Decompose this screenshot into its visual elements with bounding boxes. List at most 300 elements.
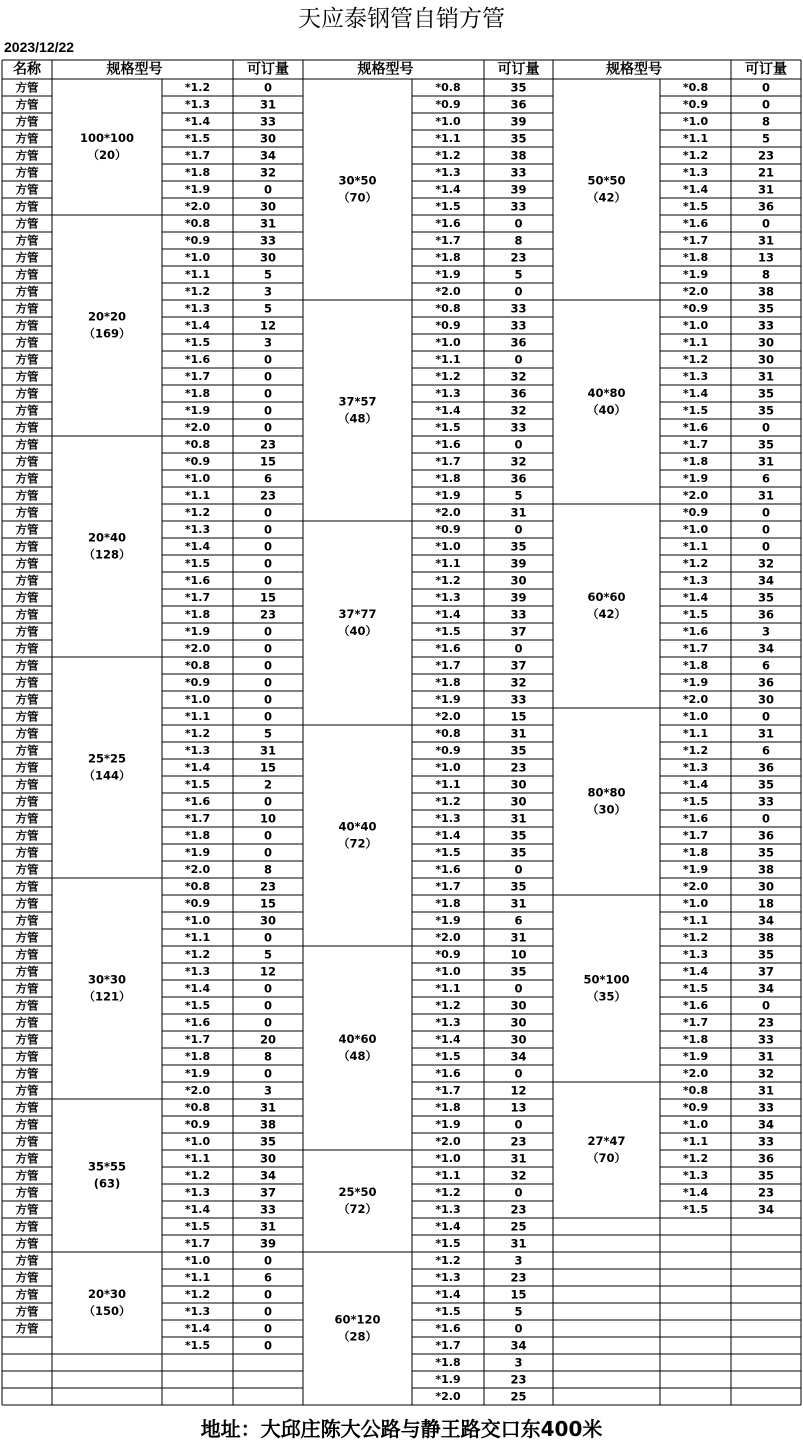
available-qty-cell: 30 — [757, 335, 775, 350]
available-qty-cell: 35 — [757, 845, 775, 860]
wall-thickness-cell: *1.7 — [682, 438, 709, 451]
available-qty-cell: 31 — [510, 726, 527, 741]
wall-thickness-cell: *1.4 — [682, 183, 709, 196]
wall-thickness-cell: *2.0 — [435, 506, 461, 519]
wall-thickness-cell: *1.3 — [184, 98, 211, 111]
wall-thickness-cell: *1.5 — [184, 557, 211, 570]
pipe-size-total: （40） — [586, 403, 627, 417]
available-qty-cell: 36 — [757, 675, 775, 690]
available-qty-cell: 30 — [259, 250, 277, 265]
available-qty-cell: 8 — [263, 1049, 273, 1064]
report-date: 2023/12/22 — [4, 39, 75, 55]
wall-thickness-cell: *2.0 — [682, 489, 709, 502]
wall-thickness-cell: *0.9 — [184, 234, 211, 247]
pipe-size-total: （48） — [337, 1049, 378, 1063]
available-qty-cell: 38 — [757, 930, 775, 945]
product-name-cell: 方管 — [15, 539, 39, 554]
wall-thickness-cell: *2.0 — [682, 1067, 709, 1080]
available-qty-cell: 0 — [263, 1015, 273, 1030]
available-qty-cell: 35 — [757, 947, 775, 962]
available-qty-cell: 33 — [259, 233, 277, 248]
available-qty-cell: 34 — [510, 1049, 527, 1064]
wall-thickness-cell: *1.5 — [682, 200, 709, 213]
available-qty-cell: 38 — [757, 862, 775, 877]
pipe-size-label: 25*25 — [87, 751, 127, 766]
wall-thickness-cell: *1.9 — [682, 676, 709, 689]
wall-thickness-cell: *1.0 — [435, 1152, 461, 1165]
available-qty-cell: 0 — [761, 97, 771, 112]
wall-thickness-cell: *1.0 — [435, 761, 461, 774]
available-qty-cell: 31 — [259, 216, 277, 231]
pipe-size-label: 25*50 — [338, 1185, 377, 1199]
product-name-cell: 方管 — [15, 301, 39, 316]
available-qty-cell: 33 — [510, 301, 527, 316]
available-qty-cell: 31 — [259, 1100, 277, 1115]
wall-thickness-cell: *0.9 — [435, 523, 461, 536]
available-qty-cell: 23 — [510, 1202, 527, 1217]
product-name-cell: 方管 — [15, 930, 39, 945]
header-name: 名称 — [13, 61, 41, 78]
wall-thickness-cell: *1.6 — [184, 795, 211, 808]
available-qty-cell: 31 — [757, 726, 775, 741]
wall-thickness-cell: *2.0 — [682, 880, 709, 893]
pipe-size-label: 100*100 — [79, 131, 135, 145]
available-qty-cell: 10 — [510, 947, 527, 962]
product-name-cell: 方管 — [15, 828, 39, 843]
product-name-cell: 方管 — [15, 267, 39, 282]
available-qty-cell: 12 — [259, 964, 277, 979]
table-cells — [13, 61, 787, 1404]
available-qty-cell: 23 — [259, 879, 277, 894]
pipe-size-label: 40*60 — [338, 1032, 377, 1046]
wall-thickness-cell: *1.8 — [682, 455, 709, 468]
header-spec: 规格型号 — [106, 61, 163, 78]
wall-thickness-cell: *1.6 — [435, 217, 461, 230]
wall-thickness-cell: *1.1 — [435, 132, 461, 145]
wall-thickness-cell: *1.1 — [184, 931, 211, 944]
product-name-cell: 方管 — [15, 896, 39, 911]
wall-thickness-cell: *1.4 — [435, 829, 461, 842]
available-qty-cell: 35 — [510, 879, 527, 894]
wall-thickness-cell: *1.4 — [184, 115, 211, 128]
wall-thickness-cell: *1.5 — [184, 132, 211, 145]
available-qty-cell: 0 — [263, 1304, 273, 1319]
wall-thickness-cell: *1.8 — [184, 387, 211, 400]
product-name-cell: 方管 — [15, 1032, 39, 1047]
product-name-cell: 方管 — [15, 1321, 39, 1336]
wall-thickness-cell: *2.0 — [184, 200, 211, 213]
wall-thickness-cell: *1.5 — [435, 200, 461, 213]
available-qty-cell: 31 — [259, 97, 277, 112]
page-title: 天应泰钢管自销方管 — [298, 6, 505, 32]
wall-thickness-cell: *1.7 — [435, 234, 461, 247]
wall-thickness-cell: *1.0 — [682, 897, 709, 910]
wall-thickness-cell: *1.4 — [184, 982, 211, 995]
available-qty-cell: 0 — [761, 998, 771, 1013]
available-qty-cell: 30 — [757, 692, 775, 707]
available-qty-cell: 0 — [514, 641, 523, 656]
available-qty-cell: 0 — [263, 998, 273, 1013]
available-qty-cell: 33 — [510, 692, 527, 707]
available-qty-cell: 0 — [263, 369, 273, 384]
wall-thickness-cell: *1.4 — [184, 1203, 211, 1216]
wall-thickness-cell: *1.1 — [435, 982, 461, 995]
wall-thickness-cell: *1.4 — [435, 183, 461, 196]
product-name-cell: 方管 — [15, 624, 39, 639]
wall-thickness-cell: *0.9 — [682, 1101, 709, 1114]
available-qty-cell: 5 — [263, 947, 273, 962]
product-name-cell: 方管 — [15, 777, 39, 792]
product-name-cell: 方管 — [15, 556, 39, 571]
pipe-size-label: 60*60 — [587, 590, 626, 604]
product-name-cell: 方管 — [15, 590, 39, 605]
available-qty-cell: 0 — [263, 981, 273, 996]
available-qty-cell: 30 — [259, 913, 277, 928]
product-name-cell: 方管 — [15, 369, 39, 384]
available-qty-cell: 0 — [263, 522, 273, 537]
available-qty-cell: 32 — [510, 369, 527, 384]
available-qty-cell: 23 — [510, 1372, 527, 1387]
wall-thickness-cell: *1.2 — [435, 370, 461, 383]
wall-thickness-cell: *1.6 — [184, 1016, 211, 1029]
wall-thickness-cell: *1.0 — [682, 523, 709, 536]
available-qty-cell: 30 — [757, 879, 775, 894]
available-qty-cell: 0 — [514, 216, 523, 231]
available-qty-cell: 0 — [514, 1321, 523, 1336]
wall-thickness-cell: *1.6 — [435, 438, 461, 451]
available-qty-cell: 0 — [514, 522, 523, 537]
wall-thickness-cell: *1.2 — [682, 744, 709, 757]
available-qty-cell: 37 — [259, 1185, 277, 1200]
product-name-cell: 方管 — [15, 80, 39, 95]
available-qty-cell: 32 — [510, 1168, 527, 1183]
available-qty-cell: 0 — [263, 1066, 273, 1081]
product-name-cell: 方管 — [15, 1066, 39, 1081]
product-name-cell: 方管 — [15, 386, 39, 401]
pipe-size-label: 27*47 — [587, 1134, 626, 1148]
available-qty-cell: 35 — [510, 80, 527, 95]
wall-thickness-cell: *0.8 — [184, 1101, 211, 1114]
wall-thickness-cell: *1.6 — [184, 353, 211, 366]
wall-thickness-cell: *2.0 — [435, 1135, 461, 1148]
available-qty-cell: 5 — [263, 267, 273, 282]
available-qty-cell: 31 — [757, 182, 775, 197]
available-qty-cell: 6 — [263, 471, 273, 486]
wall-thickness-cell: *1.5 — [184, 778, 211, 791]
wall-thickness-cell: *1.1 — [682, 914, 709, 927]
product-name-cell: 方管 — [15, 114, 39, 129]
available-qty-cell: 35 — [757, 403, 775, 418]
available-qty-cell: 33 — [510, 199, 527, 214]
available-qty-cell: 12 — [510, 1083, 527, 1098]
available-qty-cell: 38 — [510, 148, 527, 163]
wall-thickness-cell: *1.6 — [682, 625, 709, 638]
available-qty-cell: 0 — [761, 216, 771, 231]
wall-thickness-cell: *1.4 — [184, 319, 211, 332]
available-qty-cell: 36 — [757, 607, 775, 622]
available-qty-cell: 23 — [757, 1015, 775, 1030]
pipe-size-total: （35） — [586, 989, 627, 1004]
available-qty-cell: 33 — [510, 607, 527, 622]
available-qty-cell: 0 — [761, 80, 771, 95]
available-qty-cell: 31 — [757, 233, 775, 248]
available-qty-cell: 30 — [510, 1032, 527, 1047]
product-name-cell: 方管 — [15, 335, 39, 350]
available-qty-cell: 34 — [757, 1117, 775, 1132]
wall-thickness-cell: *1.9 — [435, 1373, 461, 1386]
product-name-cell: 方管 — [15, 233, 39, 248]
product-name-cell: 方管 — [15, 165, 39, 180]
pipe-size-label: 20*30 — [87, 1287, 127, 1301]
wall-thickness-cell: *1.1 — [682, 336, 709, 349]
wall-thickness-cell: *1.3 — [682, 948, 709, 961]
available-qty-cell: 0 — [514, 1185, 523, 1200]
available-qty-cell: 0 — [263, 539, 273, 554]
product-name-cell: 方管 — [15, 1219, 39, 1234]
available-qty-cell: 34 — [757, 573, 775, 588]
wall-thickness-cell: *1.6 — [184, 574, 211, 587]
wall-thickness-cell: *0.9 — [184, 676, 211, 689]
product-name-cell: 方管 — [15, 794, 39, 809]
product-name-cell: 方管 — [15, 1253, 39, 1268]
product-name-cell: 方管 — [15, 352, 39, 367]
wall-thickness-cell: *2.0 — [682, 693, 709, 706]
wall-thickness-cell: *1.3 — [184, 1305, 211, 1318]
wall-thickness-cell: *1.4 — [682, 1186, 709, 1199]
wall-thickness-cell: *0.9 — [184, 1118, 211, 1131]
available-qty-cell: 35 — [757, 1168, 775, 1183]
pipe-size-label: 30*50 — [338, 173, 377, 188]
product-name-cell: 方管 — [15, 675, 39, 690]
available-qty-cell: 0 — [263, 692, 273, 707]
wall-thickness-cell: *1.3 — [435, 387, 461, 400]
wall-thickness-cell: *1.0 — [184, 693, 211, 706]
available-qty-cell: 35 — [510, 131, 527, 146]
available-qty-cell: 39 — [510, 114, 527, 129]
product-name-cell: 方管 — [15, 1185, 39, 1200]
available-qty-cell: 0 — [263, 641, 273, 656]
product-name-cell: 方管 — [15, 709, 39, 724]
wall-thickness-cell: *0.9 — [435, 744, 461, 757]
available-qty-cell: 15 — [259, 760, 277, 775]
available-qty-cell: 8 — [761, 114, 771, 129]
address-line: 地址：大邱庄陈大公路与静王路交口东400米 — [200, 1417, 603, 1441]
product-name-cell: 方管 — [15, 522, 39, 537]
wall-thickness-cell: *1.7 — [435, 880, 461, 893]
pipe-size-total: （48） — [337, 411, 378, 426]
product-name-cell: 方管 — [15, 1083, 39, 1098]
available-qty-cell: 23 — [259, 437, 277, 452]
available-qty-cell: 5 — [263, 726, 273, 741]
wall-thickness-cell: *1.6 — [682, 812, 709, 825]
product-name-cell: 方管 — [15, 1270, 39, 1285]
wall-thickness-cell: *0.8 — [435, 302, 461, 315]
available-qty-cell: 23 — [757, 148, 775, 163]
available-qty-cell: 33 — [510, 165, 527, 180]
available-qty-cell: 0 — [514, 1066, 523, 1081]
wall-thickness-cell: *1.3 — [184, 744, 211, 757]
wall-thickness-cell: *1.2 — [184, 506, 211, 519]
wall-thickness-cell: *1.2 — [435, 1186, 461, 1199]
header-qty: 可订量 — [247, 61, 289, 78]
wall-thickness-cell: *1.5 — [184, 336, 211, 349]
wall-thickness-cell: *1.0 — [184, 472, 211, 485]
available-qty-cell: 0 — [263, 420, 273, 435]
available-qty-cell: 3 — [263, 1083, 273, 1098]
wall-thickness-cell: *1.3 — [435, 166, 461, 179]
wall-thickness-cell: *1.2 — [184, 81, 211, 94]
available-qty-cell: 37 — [510, 658, 527, 673]
available-qty-cell: 35 — [510, 845, 527, 860]
pipe-size-label: 20*20 — [87, 309, 127, 324]
wall-thickness-cell: *1.0 — [682, 1118, 709, 1131]
pipe-size-label: 35*55 — [87, 1159, 127, 1174]
header-qty: 可订量 — [745, 61, 787, 78]
wall-thickness-cell: *1.5 — [435, 625, 461, 638]
available-qty-cell: 32 — [757, 1066, 775, 1081]
wall-thickness-cell: *1.2 — [435, 795, 461, 808]
product-name-cell: 方管 — [15, 1049, 39, 1064]
wall-thickness-cell: *1.8 — [435, 251, 461, 264]
wall-thickness-cell: *0.8 — [435, 81, 461, 94]
wall-thickness-cell: *1.4 — [682, 387, 709, 400]
wall-thickness-cell: *1.3 — [184, 523, 211, 536]
available-qty-cell: 10 — [259, 811, 277, 826]
available-qty-cell: 39 — [510, 590, 527, 605]
wall-thickness-cell: *1.1 — [184, 268, 211, 281]
wall-thickness-cell: *1.8 — [682, 251, 709, 264]
wall-thickness-cell: *1.2 — [682, 149, 709, 162]
product-name-cell: 方管 — [15, 981, 39, 996]
available-qty-cell: 0 — [263, 556, 273, 571]
wall-thickness-cell: *1.3 — [435, 1016, 461, 1029]
product-name-cell: 方管 — [15, 726, 39, 741]
available-qty-cell: 36 — [510, 386, 527, 401]
available-qty-cell: 23 — [259, 607, 277, 622]
pipe-size-label: 50*100 — [583, 972, 630, 987]
wall-thickness-cell: *1.9 — [682, 863, 709, 876]
wall-thickness-cell: *1.8 — [435, 472, 461, 485]
wall-thickness-cell: *1.8 — [435, 676, 461, 689]
pipe-size-total: （20） — [87, 148, 127, 162]
available-qty-cell: 0 — [263, 573, 273, 588]
available-qty-cell: 0 — [761, 709, 771, 724]
available-qty-cell: 5 — [514, 267, 523, 282]
pipe-size-total: （42） — [586, 190, 627, 205]
wall-thickness-cell: *1.9 — [682, 472, 709, 485]
available-qty-cell: 13 — [757, 250, 775, 265]
available-qty-cell: 39 — [259, 1236, 277, 1251]
available-qty-cell: 15 — [510, 709, 527, 724]
product-name-cell: 方管 — [15, 1100, 39, 1115]
available-qty-cell: 35 — [510, 828, 527, 843]
pipe-size-total: （40） — [337, 624, 378, 638]
pipe-size-total: （144） — [83, 768, 131, 783]
wall-thickness-cell: *1.9 — [435, 693, 461, 706]
available-qty-cell: 15 — [259, 454, 277, 469]
available-qty-cell: 39 — [510, 556, 527, 571]
wall-thickness-cell: *1.3 — [184, 302, 211, 315]
wall-thickness-cell: *1.3 — [435, 1271, 461, 1284]
available-qty-cell: 0 — [263, 1321, 273, 1336]
available-qty-cell: 0 — [761, 420, 771, 435]
pipe-size-total: （128） — [83, 547, 131, 562]
available-qty-cell: 0 — [263, 624, 273, 639]
available-qty-cell: 30 — [510, 998, 527, 1013]
wall-thickness-cell: *1.8 — [682, 659, 709, 672]
available-qty-cell: 33 — [259, 114, 277, 129]
wall-thickness-cell: *1.9 — [184, 625, 211, 638]
wall-thickness-cell: *2.0 — [682, 285, 709, 298]
wall-thickness-cell: *1.4 — [435, 1033, 461, 1046]
wall-thickness-cell: *0.8 — [184, 438, 211, 451]
wall-thickness-cell: *1.9 — [184, 1067, 211, 1080]
available-qty-cell: 36 — [510, 471, 527, 486]
available-qty-cell: 33 — [757, 1100, 775, 1115]
wall-thickness-cell: *1.2 — [435, 149, 461, 162]
wall-thickness-cell: *1.6 — [435, 1322, 461, 1335]
available-qty-cell: 23 — [510, 1134, 527, 1149]
wall-thickness-cell: *1.7 — [184, 1237, 211, 1250]
pipe-size-label: 20*40 — [87, 530, 127, 545]
wall-thickness-cell: *1.8 — [682, 846, 709, 859]
wall-thickness-cell: *1.3 — [435, 812, 461, 825]
wall-thickness-cell: *1.5 — [682, 1203, 709, 1216]
product-name-cell: 方管 — [15, 913, 39, 928]
wall-thickness-cell: *1.2 — [184, 285, 211, 298]
available-qty-cell: 37 — [510, 624, 527, 639]
wall-thickness-cell: *0.8 — [435, 727, 461, 740]
available-qty-cell: 15 — [510, 1287, 527, 1302]
available-qty-cell: 35 — [510, 539, 527, 554]
available-qty-cell: 35 — [757, 386, 775, 401]
pipe-size-label: 60*120 — [334, 1312, 381, 1327]
available-qty-cell: 0 — [263, 403, 273, 418]
wall-thickness-cell: *1.0 — [184, 1254, 211, 1267]
available-qty-cell: 6 — [761, 471, 771, 486]
available-qty-cell: 15 — [259, 896, 277, 911]
available-qty-cell: 5 — [761, 131, 771, 146]
available-qty-cell: 23 — [510, 250, 527, 265]
wall-thickness-cell: *1.5 — [682, 404, 709, 417]
available-qty-cell: 0 — [263, 930, 273, 945]
available-qty-cell: 35 — [510, 743, 527, 758]
wall-thickness-cell: *1.4 — [184, 540, 211, 553]
available-qty-cell: 31 — [757, 369, 775, 384]
wall-thickness-cell: *1.1 — [682, 132, 709, 145]
available-qty-cell: 3 — [761, 624, 771, 639]
product-name-cell: 方管 — [15, 947, 39, 962]
wall-thickness-cell: *1.0 — [435, 115, 461, 128]
wall-thickness-cell: *1.1 — [682, 1135, 709, 1148]
wall-thickness-cell: *1.8 — [435, 1101, 461, 1114]
wall-thickness-cell: *1.3 — [184, 1186, 211, 1199]
available-qty-cell: 33 — [757, 794, 775, 809]
wall-thickness-cell: *1.4 — [682, 965, 709, 978]
available-qty-cell: 30 — [510, 794, 527, 809]
available-qty-cell: 0 — [263, 386, 273, 401]
available-qty-cell: 36 — [757, 828, 775, 843]
wall-thickness-cell: *0.9 — [184, 455, 211, 468]
wall-thickness-cell: *1.7 — [682, 234, 709, 247]
available-qty-cell: 23 — [510, 760, 527, 775]
available-qty-cell: 35 — [259, 1134, 277, 1149]
wall-thickness-cell: *0.9 — [184, 897, 211, 910]
wall-thickness-cell: *1.0 — [184, 1135, 211, 1148]
available-qty-cell: 33 — [510, 318, 527, 333]
available-qty-cell: 3 — [263, 335, 273, 350]
available-qty-cell: 30 — [510, 777, 527, 792]
